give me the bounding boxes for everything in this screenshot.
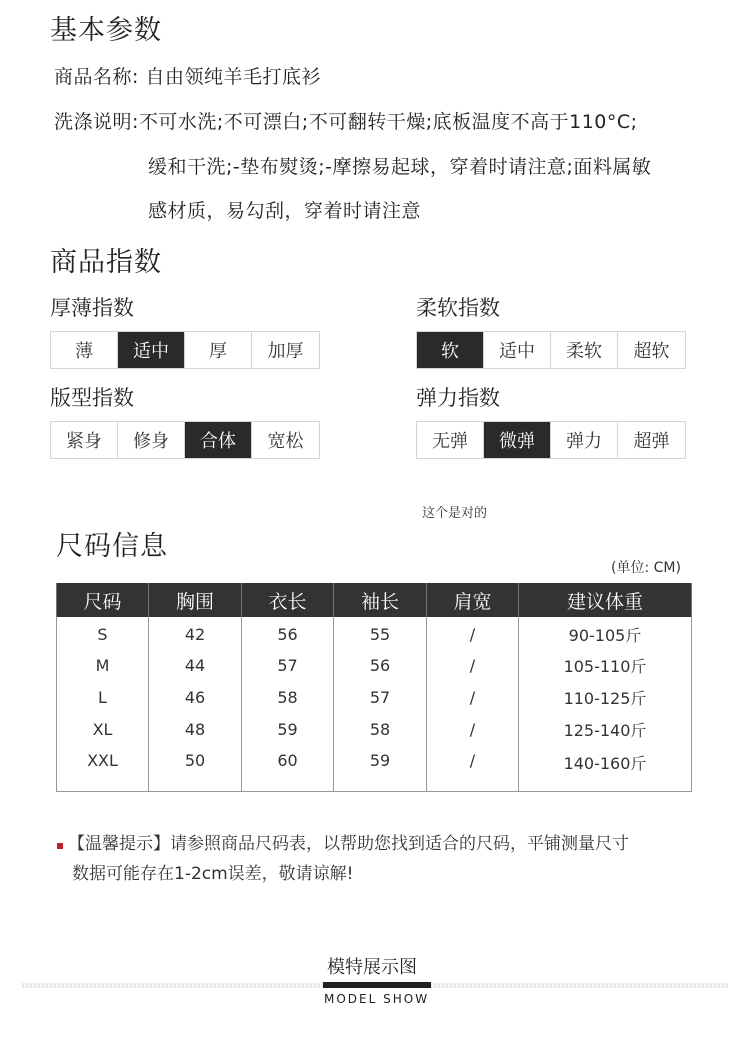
table-cell: 90-105斤	[519, 617, 692, 649]
table-cell: XXL	[57, 745, 149, 791]
fit-index-label: 版型指数	[50, 386, 134, 410]
table-cell: 59	[334, 745, 427, 791]
table-cell: 55	[334, 617, 427, 649]
table-cell: 57	[334, 681, 427, 713]
table-cell: 44	[149, 649, 242, 681]
tip-line-1: 【温馨提示】请参照商品尺码表，以帮助您找到适合的尺码，平铺测量尺寸	[68, 834, 629, 854]
table-cell: 110-125斤	[519, 681, 692, 713]
header-chest: 胸围	[149, 583, 242, 617]
unit-label: (单位: CM)	[611, 560, 681, 576]
table-cell: S	[57, 617, 149, 649]
thickness-index-scale	[50, 331, 320, 369]
wash-instructions-line-1: 洗涤说明:不可水洗;不可漂白;不可翻转干燥;底板温度不高于110°C;	[54, 111, 638, 133]
table-cell: 105-110斤	[519, 649, 692, 681]
table-cell: 42	[149, 617, 242, 649]
table-cell: 57	[242, 649, 334, 681]
thickness-index-label: 厚薄指数	[50, 296, 134, 320]
elasticity-option: 弹力	[551, 422, 618, 458]
table-cell: /	[427, 745, 519, 791]
table-cell: 50	[149, 745, 242, 791]
fit-option: 宽松	[267, 431, 304, 452]
header-sleeve: 袖长	[334, 583, 427, 617]
thickness-option: 薄	[51, 332, 118, 368]
elasticity-option: 超弹	[633, 431, 670, 452]
table-row	[57, 681, 692, 713]
table-cell: L	[57, 681, 149, 713]
thickness-option: 厚	[185, 332, 252, 368]
elasticity-index-scale	[416, 421, 686, 459]
size-table	[56, 583, 692, 792]
elasticity-option: 无弹	[417, 422, 484, 458]
table-row	[57, 713, 692, 745]
table-cell: 48	[149, 713, 242, 745]
header-size: 尺码	[57, 583, 149, 617]
fit-option: 修身	[118, 422, 185, 458]
wash-instructions-line-2: 缓和干洗;-垫布熨烫;-摩擦易起球，穿着时请注意;面料属敏	[148, 156, 652, 178]
header-length: 衣长	[242, 583, 334, 617]
softness-index-scale	[416, 331, 686, 369]
softness-index-label: 柔软指数	[416, 296, 500, 320]
table-row	[57, 745, 692, 791]
table-cell: 56	[334, 649, 427, 681]
divider-accent	[323, 982, 431, 988]
fit-option: 紧身	[51, 422, 118, 458]
softness-option: 超软	[633, 341, 670, 362]
table-cell: XL	[57, 713, 149, 745]
table-cell: /	[427, 681, 519, 713]
softness-option: 柔软	[551, 332, 618, 368]
table-cell: 140-160斤	[519, 745, 692, 791]
product-name-line: 商品名称: 自由领纯羊毛打底衫	[54, 66, 321, 88]
index-note: 这个是对的	[422, 506, 488, 521]
table-cell: /	[427, 617, 519, 649]
model-show-subtitle: MODEL SHOW	[324, 992, 430, 1006]
tip-line-2: 数据可能存在1-2cm误差，敬请谅解!	[72, 864, 354, 884]
table-row	[57, 617, 692, 649]
elasticity-index-label: 弹力指数	[416, 386, 500, 410]
table-cell: 59	[242, 713, 334, 745]
tip-bullet-icon	[57, 843, 63, 849]
table-cell: 58	[242, 681, 334, 713]
softness-option: 软	[417, 332, 484, 368]
basic-params-title: 基本参数	[50, 15, 162, 46]
elasticity-option: 微弹	[484, 422, 551, 458]
table-cell: 60	[242, 745, 334, 791]
table-cell: M	[57, 649, 149, 681]
table-cell: 125-140斤	[519, 713, 692, 745]
size-info-title: 尺码信息	[56, 531, 168, 562]
table-cell: /	[427, 649, 519, 681]
table-cell: /	[427, 713, 519, 745]
header-weight: 建议体重	[519, 583, 692, 617]
thickness-option: 适中	[118, 332, 185, 368]
fit-option: 合体	[185, 422, 252, 458]
table-cell: 56	[242, 617, 334, 649]
thickness-option: 加厚	[267, 341, 304, 362]
model-show-title: 模特展示图	[327, 957, 417, 978]
wash-instructions-line-3: 感材质，易勾刮，穿着时请注意	[148, 200, 422, 222]
size-table-header-row	[57, 583, 692, 617]
table-cell: 46	[149, 681, 242, 713]
header-shoulder: 肩宽	[427, 583, 519, 617]
table-cell: 58	[334, 713, 427, 745]
softness-option: 适中	[484, 332, 551, 368]
product-index-title: 商品指数	[50, 247, 162, 278]
fit-index-scale	[50, 421, 320, 459]
table-row	[57, 649, 692, 681]
